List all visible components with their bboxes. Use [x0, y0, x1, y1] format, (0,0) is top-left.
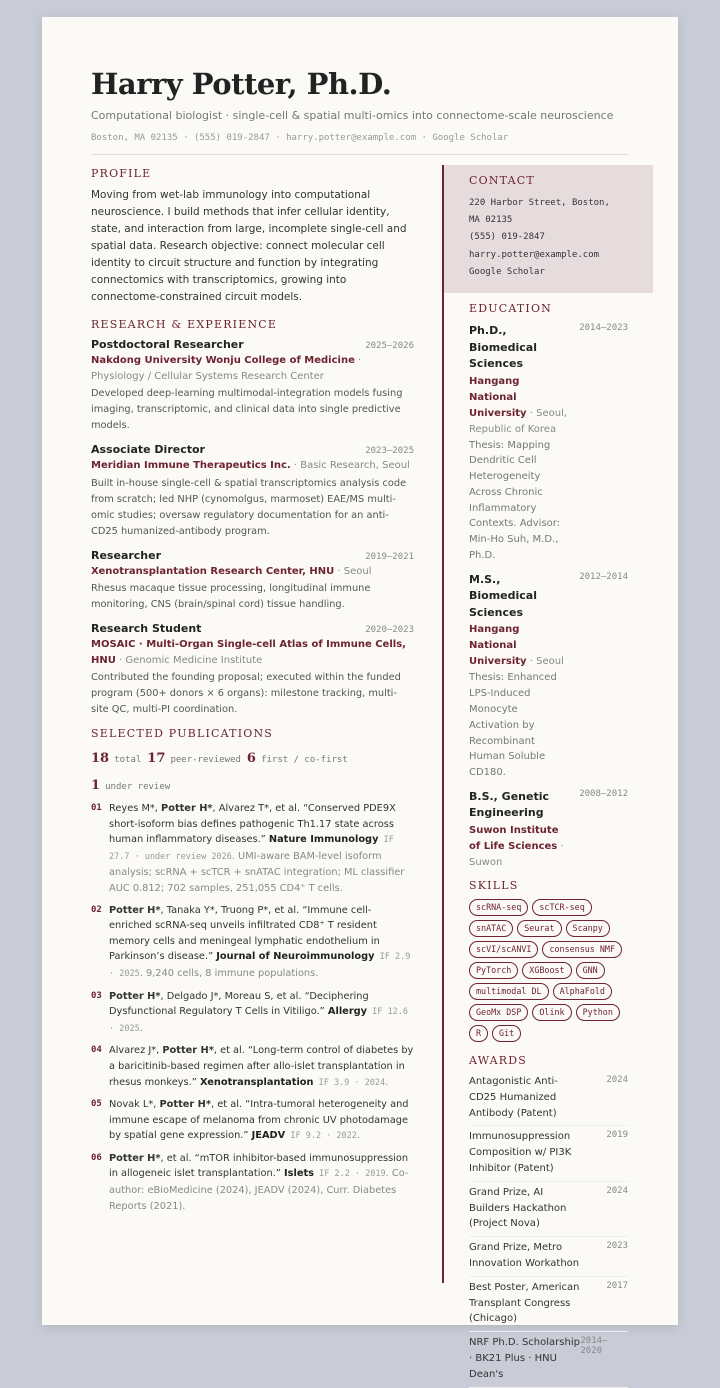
education-location: · Seoul [526, 656, 564, 668]
publication-item [91, 1043, 414, 1091]
job-entry [91, 622, 414, 718]
education-thesis: Thesis: Mapping Dendritic Cell Heterogeneity Across Chronic Inflammatory Contexts. Advisor: Min-Ho Suh, M.D., Ph.D. [469, 439, 561, 562]
job-description: Developed deep-learning multimodal-integration models fusing imaging, transcriptomic, and clinical data into single predictive models. [91, 388, 403, 431]
publication-meta: IF 27.7 · under review 2026 [109, 835, 394, 862]
publication-text [109, 801, 414, 897]
publication-number: 01 [91, 803, 102, 813]
education-list [469, 323, 628, 871]
publication-note: . [139, 1022, 143, 1034]
award-date: 2024 [606, 1074, 628, 1085]
degree-title: B.S., Genetic Engineering [469, 789, 550, 820]
publication-number: 02 [91, 904, 102, 915]
publication-journal: Islets [283, 1168, 314, 1180]
education-org [469, 374, 569, 438]
publication-citation: , et al. “mTOR inhibitor-based immunosuppression in allogeneic islet transplantation.” [109, 1152, 409, 1180]
award-name: Immunosuppression Composition w/ PI3K Inhibitor (Patent) [469, 1131, 572, 1174]
job-date: 2020–2023 [365, 625, 414, 635]
skill-chip: Olink [532, 1004, 571, 1021]
education-entry [469, 789, 628, 871]
award-date: 2017 [606, 1280, 628, 1291]
publication-journal: Nature Immunology [268, 834, 379, 846]
publication-journal: Xenotransplantation [199, 1076, 314, 1088]
publication-stat [147, 747, 241, 766]
publication-item [91, 1151, 414, 1214]
contact-box [444, 165, 653, 293]
award-entry [469, 1237, 628, 1277]
publication-stat [247, 747, 348, 766]
stat-label: under review [105, 782, 171, 792]
job-org-name: Nakdong University Wonju College of Medicine [91, 355, 355, 366]
publication-citation: , Tanaka Y*, Truong P*, et al. “Immune cell-enriched scRNA-seq unveils infiltrated CD8⁺ T resident memory cells and meningeal lymphatic endothelium in Parkinson’s disease.” [109, 904, 380, 963]
education-org [469, 823, 569, 871]
publication-self-author: Potter H* [109, 904, 161, 916]
skill-chip: scRNA-seq [469, 899, 528, 916]
publication-item [91, 1097, 414, 1145]
job-entry [91, 443, 414, 540]
education-details [469, 323, 569, 564]
profile-heading: PROFILE [91, 167, 152, 180]
awards-list [469, 1071, 628, 1388]
award-entry [469, 1071, 628, 1126]
degree-title: M.S., Biomedical Sciences [469, 572, 537, 619]
publication-citation: , et al. “Intra-tumoral heterogeneity and immune escape of melanoma from chronic UV photodamage by spatial gene expression.” [109, 1099, 409, 1142]
publication-meta: IF 12.6 · 2025 [109, 1007, 409, 1034]
publication-meta: IF 2.9 · 2025 [109, 952, 411, 979]
award-name: Best Poster, American Transplant Congress (Chicago) [469, 1281, 580, 1325]
contact-lines [469, 195, 653, 281]
award-entry [469, 1277, 628, 1332]
skill-chip: GeoMx DSP [469, 1004, 528, 1021]
tagline: Computational biologist · single-cell & spatial multi-omics into connectome-scale neuroscience [91, 109, 614, 122]
skill-chip: GNN [576, 962, 605, 979]
education-entry [469, 572, 628, 781]
publications-heading: SELECTED PUBLICATIONS [91, 727, 274, 740]
job-org [91, 564, 414, 580]
education-location: · Suwon [469, 840, 564, 868]
award-name: NRF Ph.D. Scholarship · BK21 Plus · HNU Dean's [469, 1337, 580, 1380]
education-location: · Seoul, Republic of Korea [469, 407, 568, 435]
publication-citation: , Alvarez T*, et al. “Conserved PDE9X short-isoform bias defines pathogenic Th1.17 state across human inflammatory diseases.” [109, 803, 396, 846]
job-org-detail: · Seoul [334, 565, 372, 577]
stat-number: 6 [246, 751, 256, 766]
stat-number: 18 [91, 751, 110, 766]
job-date: 2019–2021 [365, 551, 414, 562]
job-org [91, 637, 414, 668]
publication-number: 04 [91, 1045, 102, 1056]
job-header [91, 443, 414, 456]
publication-note: . [385, 1076, 389, 1088]
publication-stats [91, 747, 414, 801]
education-org [469, 622, 569, 670]
publication-text [109, 1097, 414, 1145]
publication-list [91, 801, 414, 1214]
publication-self-author: Potter H* [159, 1099, 211, 1111]
resume-page [42, 17, 678, 1380]
job-date: 2023–2025 [365, 446, 414, 456]
header-divider [91, 154, 629, 155]
job-org-name: Meridian Immune Therapeutics Inc. [91, 460, 291, 471]
publication-citation: , Delgado J*, Moreau S, et al. “Deciphering Dysfunctional Regulatory T Cells in Vitiligo.” [109, 990, 369, 1018]
publication-note: . Co-author: eBioMedicine (2024), JEADV (2024), Curr. Diabetes Reports (2021). [109, 1168, 409, 1212]
publication-meta: IF 9.2 · 2022 [285, 1131, 357, 1142]
awards-heading: AWARDS [469, 1053, 528, 1067]
award-entry [469, 1126, 628, 1181]
education-date: 2008–2012 [579, 788, 628, 799]
sidebar [442, 165, 653, 1380]
publication-note: . [356, 1130, 361, 1142]
page-title: Harry Potter, Ph.D. [91, 67, 392, 101]
stat-label: total [114, 755, 142, 765]
skill-chip: PyTorch [469, 962, 518, 979]
award-name: Antagonistic Anti-CD25 Humanized Antibody (Patent) [469, 1075, 558, 1119]
publication-self-author: Potter H* [161, 803, 213, 814]
main-column [91, 167, 414, 1220]
publication-authors-pre: Alvarez J*, [109, 1045, 163, 1057]
skill-chip: consensus NMF [542, 941, 622, 958]
education-institution: Hangang National University [469, 375, 527, 419]
skill-chip: AlphaFold [553, 983, 612, 1000]
contact-line: (555) 019-2847 [469, 232, 545, 243]
education-details [469, 789, 569, 871]
publication-number: 03 [91, 990, 102, 1001]
publication-authors-pre: Reyes M*, [109, 803, 162, 814]
skills-list [469, 899, 628, 1042]
publication-self-author: Potter H* [109, 1152, 161, 1164]
experience-heading: RESEARCH & EXPERIENCE [91, 318, 278, 331]
job-title: Researcher [91, 548, 162, 562]
contact-line: 220 Harbor Street, Boston, [469, 198, 610, 208]
award-name: Grand Prize, AI Builders Hackathon (Project Nova) [469, 1186, 567, 1230]
skill-chip: Git [492, 1025, 521, 1042]
education-entry [469, 323, 628, 564]
contact-line: Google Scholar [469, 266, 545, 277]
award-name: Grand Prize, Metro Innovation Workathon [469, 1242, 580, 1269]
skill-chip: Scanpy [566, 920, 610, 937]
award-date: 2019 [606, 1130, 628, 1141]
job-org-name: Xenotransplantation Research Center, HNU [91, 565, 335, 577]
contact-heading: CONTACT [469, 174, 535, 187]
publication-text [109, 1043, 414, 1091]
publication-self-author: Potter H* [162, 1045, 214, 1057]
education-thesis: Thesis: Enhanced LPS-Induced Monocyte Activation by Recombinant Human Soluble CD180. [469, 672, 557, 779]
publication-text [109, 989, 414, 1038]
publication-stat [91, 747, 141, 766]
skill-chip: XGBoost [522, 962, 571, 979]
profile-text: Moving from wet-lab immunology into computational neuroscience. I build methods that infer cellular identity, state, and interaction from large, incomplete single-cell and spatial data. Research objective: connect molecular cell identity to circuit structure and function by integrating connectomics with transcriptomics, growing into connectome-constrained circuit models. [91, 189, 407, 303]
job-entry [91, 549, 414, 614]
stat-number: 1 [91, 778, 101, 793]
job-org [91, 458, 414, 474]
job-org-name: MOSAIC · Multi-Organ Single-cell Atlas of Immune Cells, HNU [91, 639, 406, 666]
stat-label: peer-reviewed [170, 755, 241, 765]
publication-journal: Allergy [327, 1006, 368, 1018]
education-date: 2014–2023 [579, 323, 628, 333]
skill-chip: Python [576, 1004, 620, 1021]
publication-authors-pre: Novak L*, [109, 1099, 160, 1111]
job-entry [91, 338, 414, 434]
publication-note: . UMI-aware BAM-level isoform analysis; scRNA + scTCR + snATAC integration; ML classifier AUC 0.812; 702 samples, 251,055 CD4⁺ T cells. [109, 850, 405, 894]
publication-number: 05 [91, 1099, 102, 1110]
publication-meta: IF 3.9 · 2024 [313, 1077, 386, 1088]
job-description: Contributed the founding proposal; executed within the funded program (500+ donors × 6 organs): milestone tracking, multi-site QC, multi-PI coordination. [91, 672, 401, 715]
award-entry [469, 1332, 628, 1387]
job-description: Built in-house single-cell & spatial transcriptomics analysis code from scratch; led NHP (cynomolgus, marmoset) EAE/MS multi-omic studies; oversaw regulatory documentation for an anti-CD25 humanized-antibody program. [91, 477, 407, 537]
publication-note: . 9,240 cells, 8 immune populations. [139, 967, 319, 979]
publication-number: 06 [91, 1152, 102, 1163]
award-entry [469, 1182, 628, 1237]
skill-chip: scVI/scANVI [469, 941, 538, 958]
job-title: Associate Director [91, 443, 205, 456]
job-header [91, 338, 414, 351]
job-header [91, 622, 414, 635]
contact-line: MA 02135 [469, 215, 513, 226]
publication-text [109, 1151, 414, 1214]
job-org [91, 353, 414, 384]
job-header [91, 549, 414, 562]
job-org-detail: · Basic Research, Seoul [290, 460, 410, 471]
publication-self-author: Potter H* [109, 990, 161, 1002]
publication-meta: IF 2.2 · 2019 [313, 1169, 386, 1180]
publication-item [91, 903, 414, 983]
publication-stat [91, 774, 170, 793]
degree-title: Ph.D., Biomedical Sciences [469, 324, 537, 370]
stat-number: 17 [147, 751, 166, 766]
publication-item [91, 989, 414, 1038]
skill-chip: scTCR-seq [532, 899, 591, 916]
education-institution: Suwon Institute of Life Sciences [469, 824, 559, 852]
job-org-detail: · Genomic Medicine Institute [115, 654, 263, 666]
skill-chip: R [469, 1025, 488, 1042]
education-details [469, 572, 569, 781]
skills-heading: SKILLS [469, 878, 519, 892]
award-date: 2024 [606, 1185, 628, 1196]
education-date: 2012–2014 [579, 571, 628, 582]
award-date: 2014–2020 [580, 1336, 608, 1357]
job-title: Research Student [91, 622, 202, 635]
job-title: Postdoctoral Researcher [91, 338, 244, 351]
job-date: 2025–2026 [365, 341, 414, 351]
stat-label: first / co-first [261, 755, 348, 765]
experience-list [91, 338, 414, 718]
publication-journal: JEADV [251, 1130, 286, 1142]
contact-line: harry.potter@example.com [469, 249, 600, 260]
job-description: Rhesus macaque tissue processing, longitudinal immune monitoring, CNS (brain/spinal cord) tissue handling. [91, 583, 371, 610]
skill-chip: snATAC [469, 920, 513, 937]
skill-chip: multimodal DL [469, 983, 549, 1000]
award-date: 2023 [606, 1241, 628, 1252]
header-contact-line: Boston, MA 02135 · (555) 019-2847 · harry.potter@example.com · Google Scholar [91, 133, 509, 143]
publication-text [109, 903, 414, 983]
job-org-detail: · Physiology / Cellular Systems Research Center [91, 355, 362, 382]
publication-journal: Journal of Neuroimmunology [216, 951, 375, 963]
education-institution: Hangang National University [469, 624, 527, 668]
skill-chip: Seurat [517, 920, 561, 937]
publication-citation: , et al. “Long-term control of diabetes by a baricitinib-based regimen after allo-islet transplantation in rhesus monkeys.” [109, 1045, 414, 1088]
publication-item [91, 801, 414, 897]
education-heading: EDUCATION [469, 302, 553, 315]
